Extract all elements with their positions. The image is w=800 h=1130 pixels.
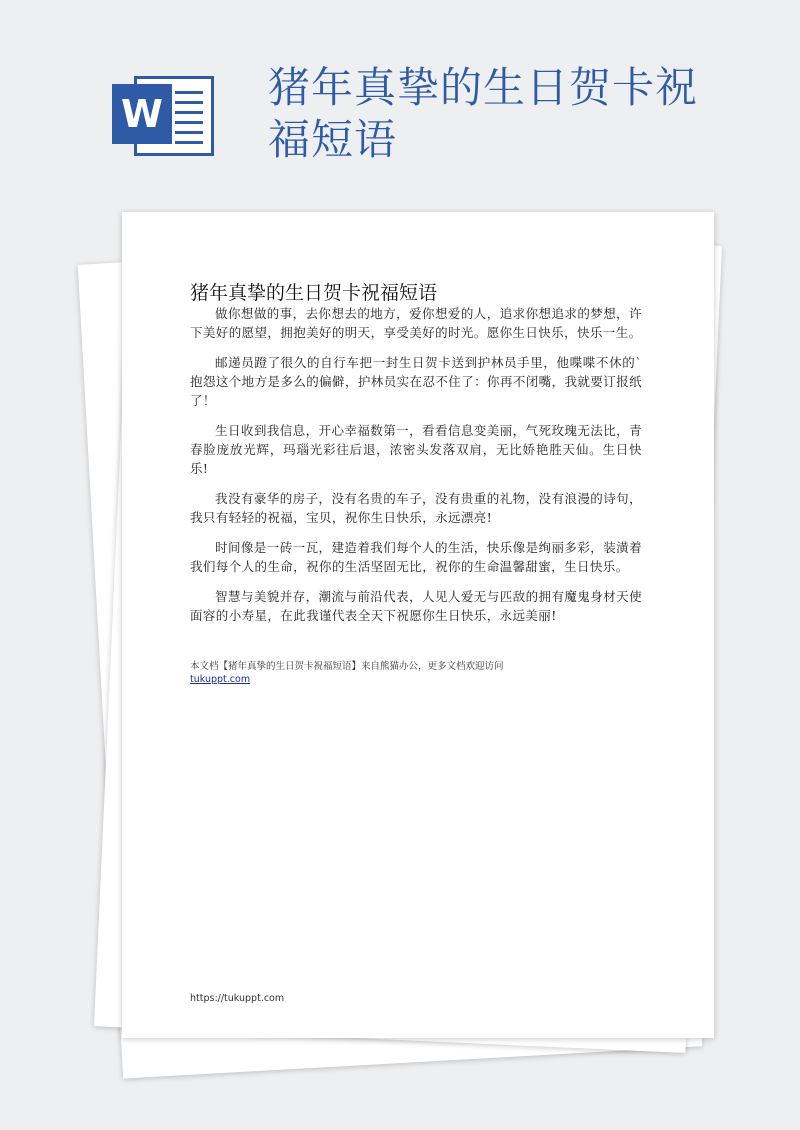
footer-url: https://tukuppt.com bbox=[190, 993, 285, 1004]
paragraph-1: 做你想做的事，去你想去的地方，爱你想爱的人，追求你想追求的梦想，许下美好的愿望，拥抱美好的明天，享受美好的时光。愿你生日快乐，快乐一生。 bbox=[190, 306, 642, 340]
word-document-icon bbox=[112, 72, 214, 158]
source-link[interactable]: tukuppt.com bbox=[190, 674, 251, 685]
page-heading: 猪年真挚的生日贺卡祝福短语 bbox=[190, 282, 438, 304]
paragraph-2: 邮递员蹬了很久的自行车把一封生日贺卡送到护林员手里，他喋喋不休的`抱怨这个地方是多么的偏僻，护林员实在忍不住了：你再不闭嘴，我就要订报纸了！ bbox=[190, 355, 642, 408]
paragraph-5: 时间像是一砖一瓦，建造着我们每个人的生活，快乐像是绚丽多彩，装潢着我们每个人的生命，祝你的生活坚固无比，祝你的生命温馨甜蜜，生日快乐。 bbox=[190, 540, 642, 574]
logo-letter: W bbox=[112, 84, 172, 144]
document-body bbox=[190, 304, 642, 636]
source-note-text: 本文档【猪年真挚的生日贺卡祝福短语】来自熊猫办公，更多文档欢迎访问 bbox=[190, 661, 504, 672]
paragraph-6: 智慧与美貌并存，潮流与前沿代表，人见人爱无与匹敌的拥有魔鬼身材天使面容的小寿星，在此我谨代表全天下祝愿你生日快乐，永远美丽! bbox=[190, 589, 642, 623]
source-note bbox=[190, 660, 660, 686]
paragraph-3: 生日收到我信息，开心幸福数第一，看看信息变美丽，气死玫瑰无法比，青春脸庞放光辉，玛瑙光彩往后退，浓密头发落双肩，无比娇艳胜天仙。生日快乐! bbox=[190, 423, 642, 476]
document-page bbox=[122, 212, 714, 1038]
paragraph-4: 我没有豪华的房子，没有名贵的车子，没有贵重的礼物，没有浪漫的诗句，我只有轻轻的祝福，宝贝，祝你生日快乐，永远漂亮! bbox=[190, 491, 642, 525]
document-title: 猪年真挚的生日贺卡祝福短语 bbox=[268, 63, 699, 164]
